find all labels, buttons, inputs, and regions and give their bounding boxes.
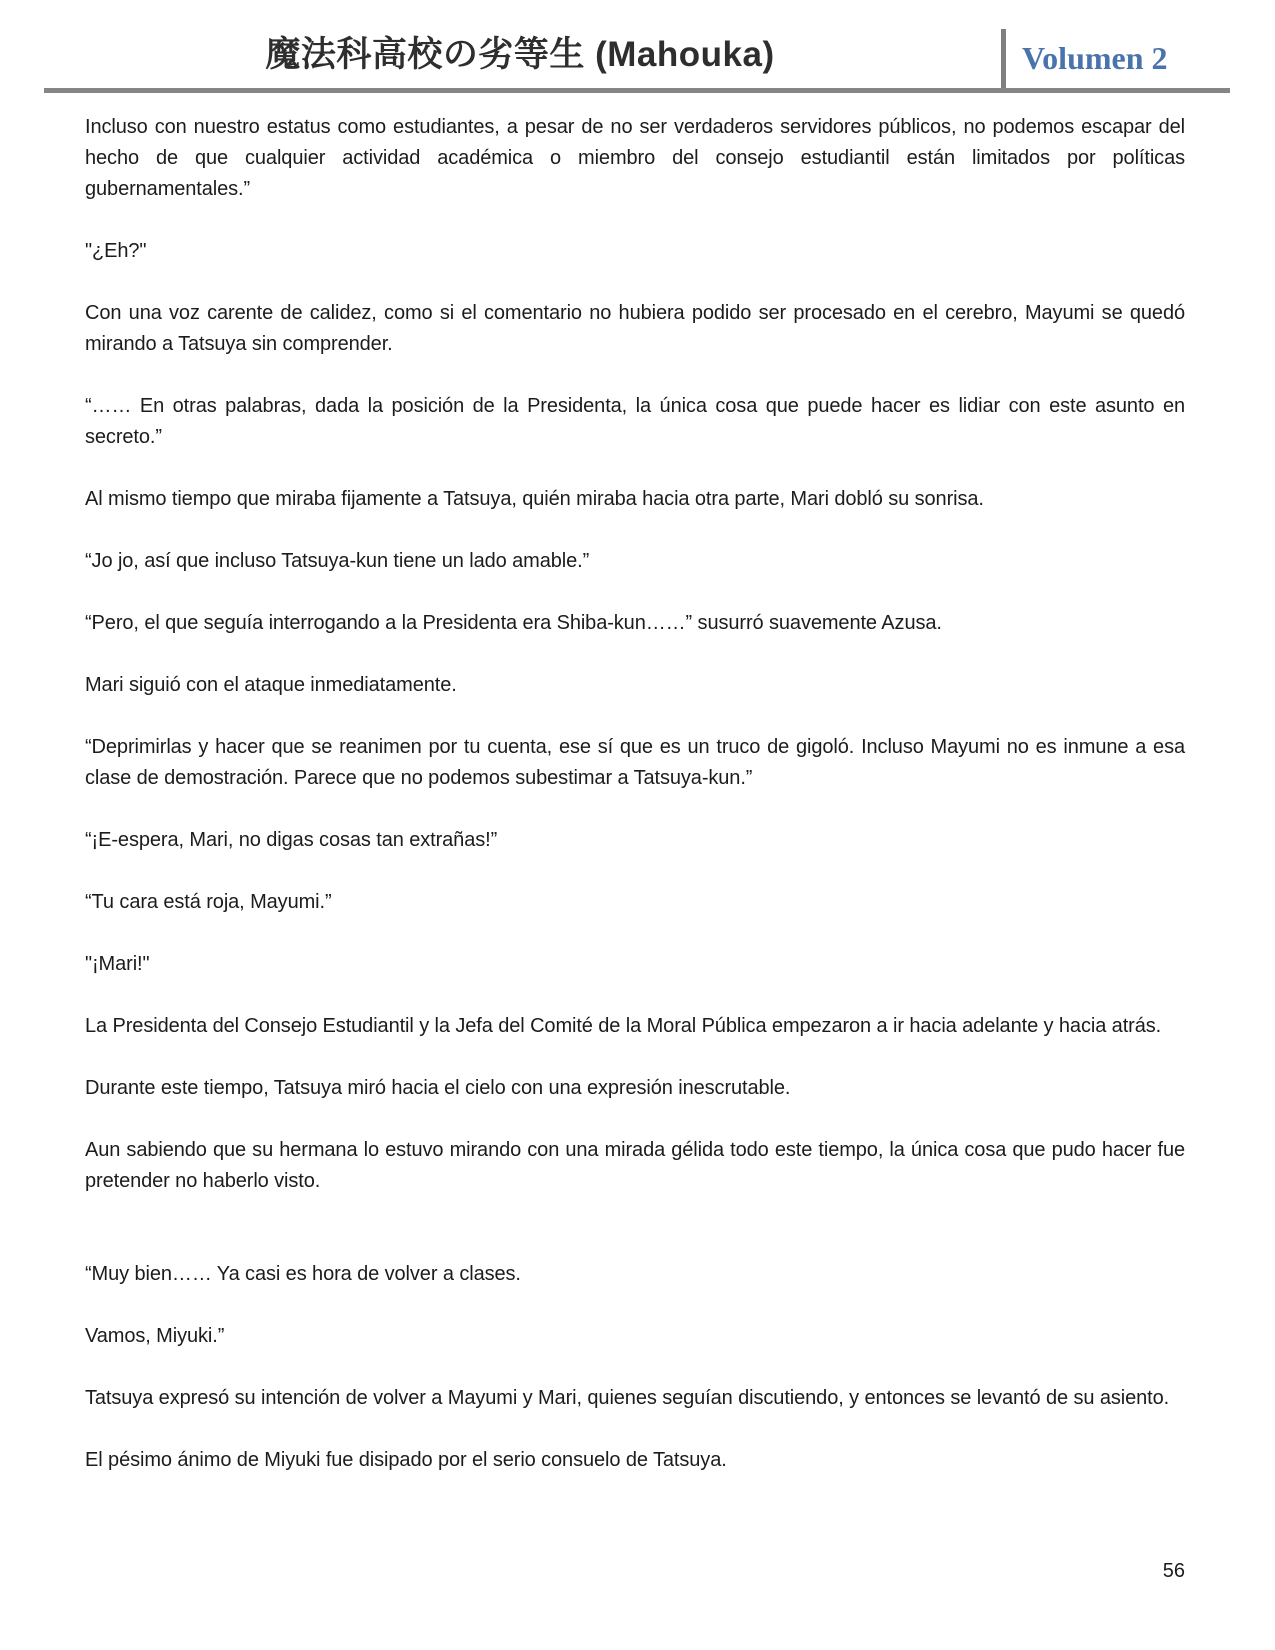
paragraph: “¡E-espera, Mari, no digas cosas tan extrañas!” bbox=[85, 829, 498, 851]
paragraph: "¡Mari!" bbox=[85, 953, 150, 975]
paragraph: Vamos, Miyuki.” bbox=[85, 1325, 225, 1347]
paragraph: La Presidenta del Consejo Estudiantil y la Jefa del Comité de la Moral Pública empezaron a ir hacia adelante y hacia atrás. bbox=[85, 1015, 1162, 1037]
paragraph: Aun sabiendo que su hermana lo estuvo mirando con una mirada gélida todo este tiempo, la única cosa que pudo hacer fue pretender no haberlo visto. bbox=[85, 1139, 1185, 1192]
paragraph: Tatsuya expresó su intención de volver a Mayumi y Mari, quienes seguían discutiendo, y entonces se levantó de su asiento. bbox=[85, 1387, 1170, 1409]
page-number: 56 bbox=[1162, 1560, 1185, 1582]
paragraph: Con una voz carente de calidez, como si el comentario no hubiera podido ser procesado en el cerebro, Mayumi se quedó mirando a Tatsuya sin comprender. bbox=[85, 302, 1185, 355]
paragraph: Al mismo tiempo que miraba fijamente a Tatsuya, quién miraba hacia otra parte, Mari dobló su sonrisa. bbox=[85, 488, 984, 510]
paragraph: “Jo jo, así que incluso Tatsuya-kun tiene un lado amable.” bbox=[85, 550, 590, 572]
page-title: 魔法科高校の劣等生 (Mahouka) bbox=[265, 35, 775, 74]
paragraph: “Deprimirlas y hacer que se reanimen por tu cuenta, ese sí que es un truco de gigoló. Incluso Mayumi no es inmune a esa clase de demostración. Parece que no podemos subestimar a Tatsuya-kun.” bbox=[85, 736, 1185, 789]
page-body bbox=[85, 112, 1185, 1507]
paragraph: “Tu cara está roja, Mayumi.” bbox=[85, 891, 332, 913]
header-rule bbox=[44, 88, 1230, 93]
paragraph: Durante este tiempo, Tatsuya miró hacia el cielo con una expresión inescrutable. bbox=[85, 1077, 791, 1099]
paragraph: Mari siguió con el ataque inmediatamente. bbox=[85, 674, 457, 696]
paragraph: “…… En otras palabras, dada la posición de la Presidenta, la única cosa que puede hacer es lidiar con este asunto en secreto.” bbox=[85, 395, 1185, 448]
header-divider bbox=[1001, 29, 1006, 89]
paragraph: El pésimo ánimo de Miyuki fue disipado por el serio consuelo de Tatsuya. bbox=[85, 1449, 727, 1471]
paragraph: “Muy bien…… Ya casi es hora de volver a clases. bbox=[85, 1263, 521, 1285]
volume-label: Volumen 2 bbox=[1022, 40, 1168, 76]
paragraph: "¿Eh?" bbox=[85, 240, 147, 262]
paragraph: “Pero, el que seguía interrogando a la Presidenta era Shiba-kun……” susurró suavemente Azusa. bbox=[85, 612, 942, 634]
paragraph: Incluso con nuestro estatus como estudiantes, a pesar de no ser verdaderos servidores públicos, no podemos escapar del hecho de que cualquier actividad académica o miembro del consejo estudiantil están limitados por políticas gubernamentales.” bbox=[85, 116, 1185, 200]
